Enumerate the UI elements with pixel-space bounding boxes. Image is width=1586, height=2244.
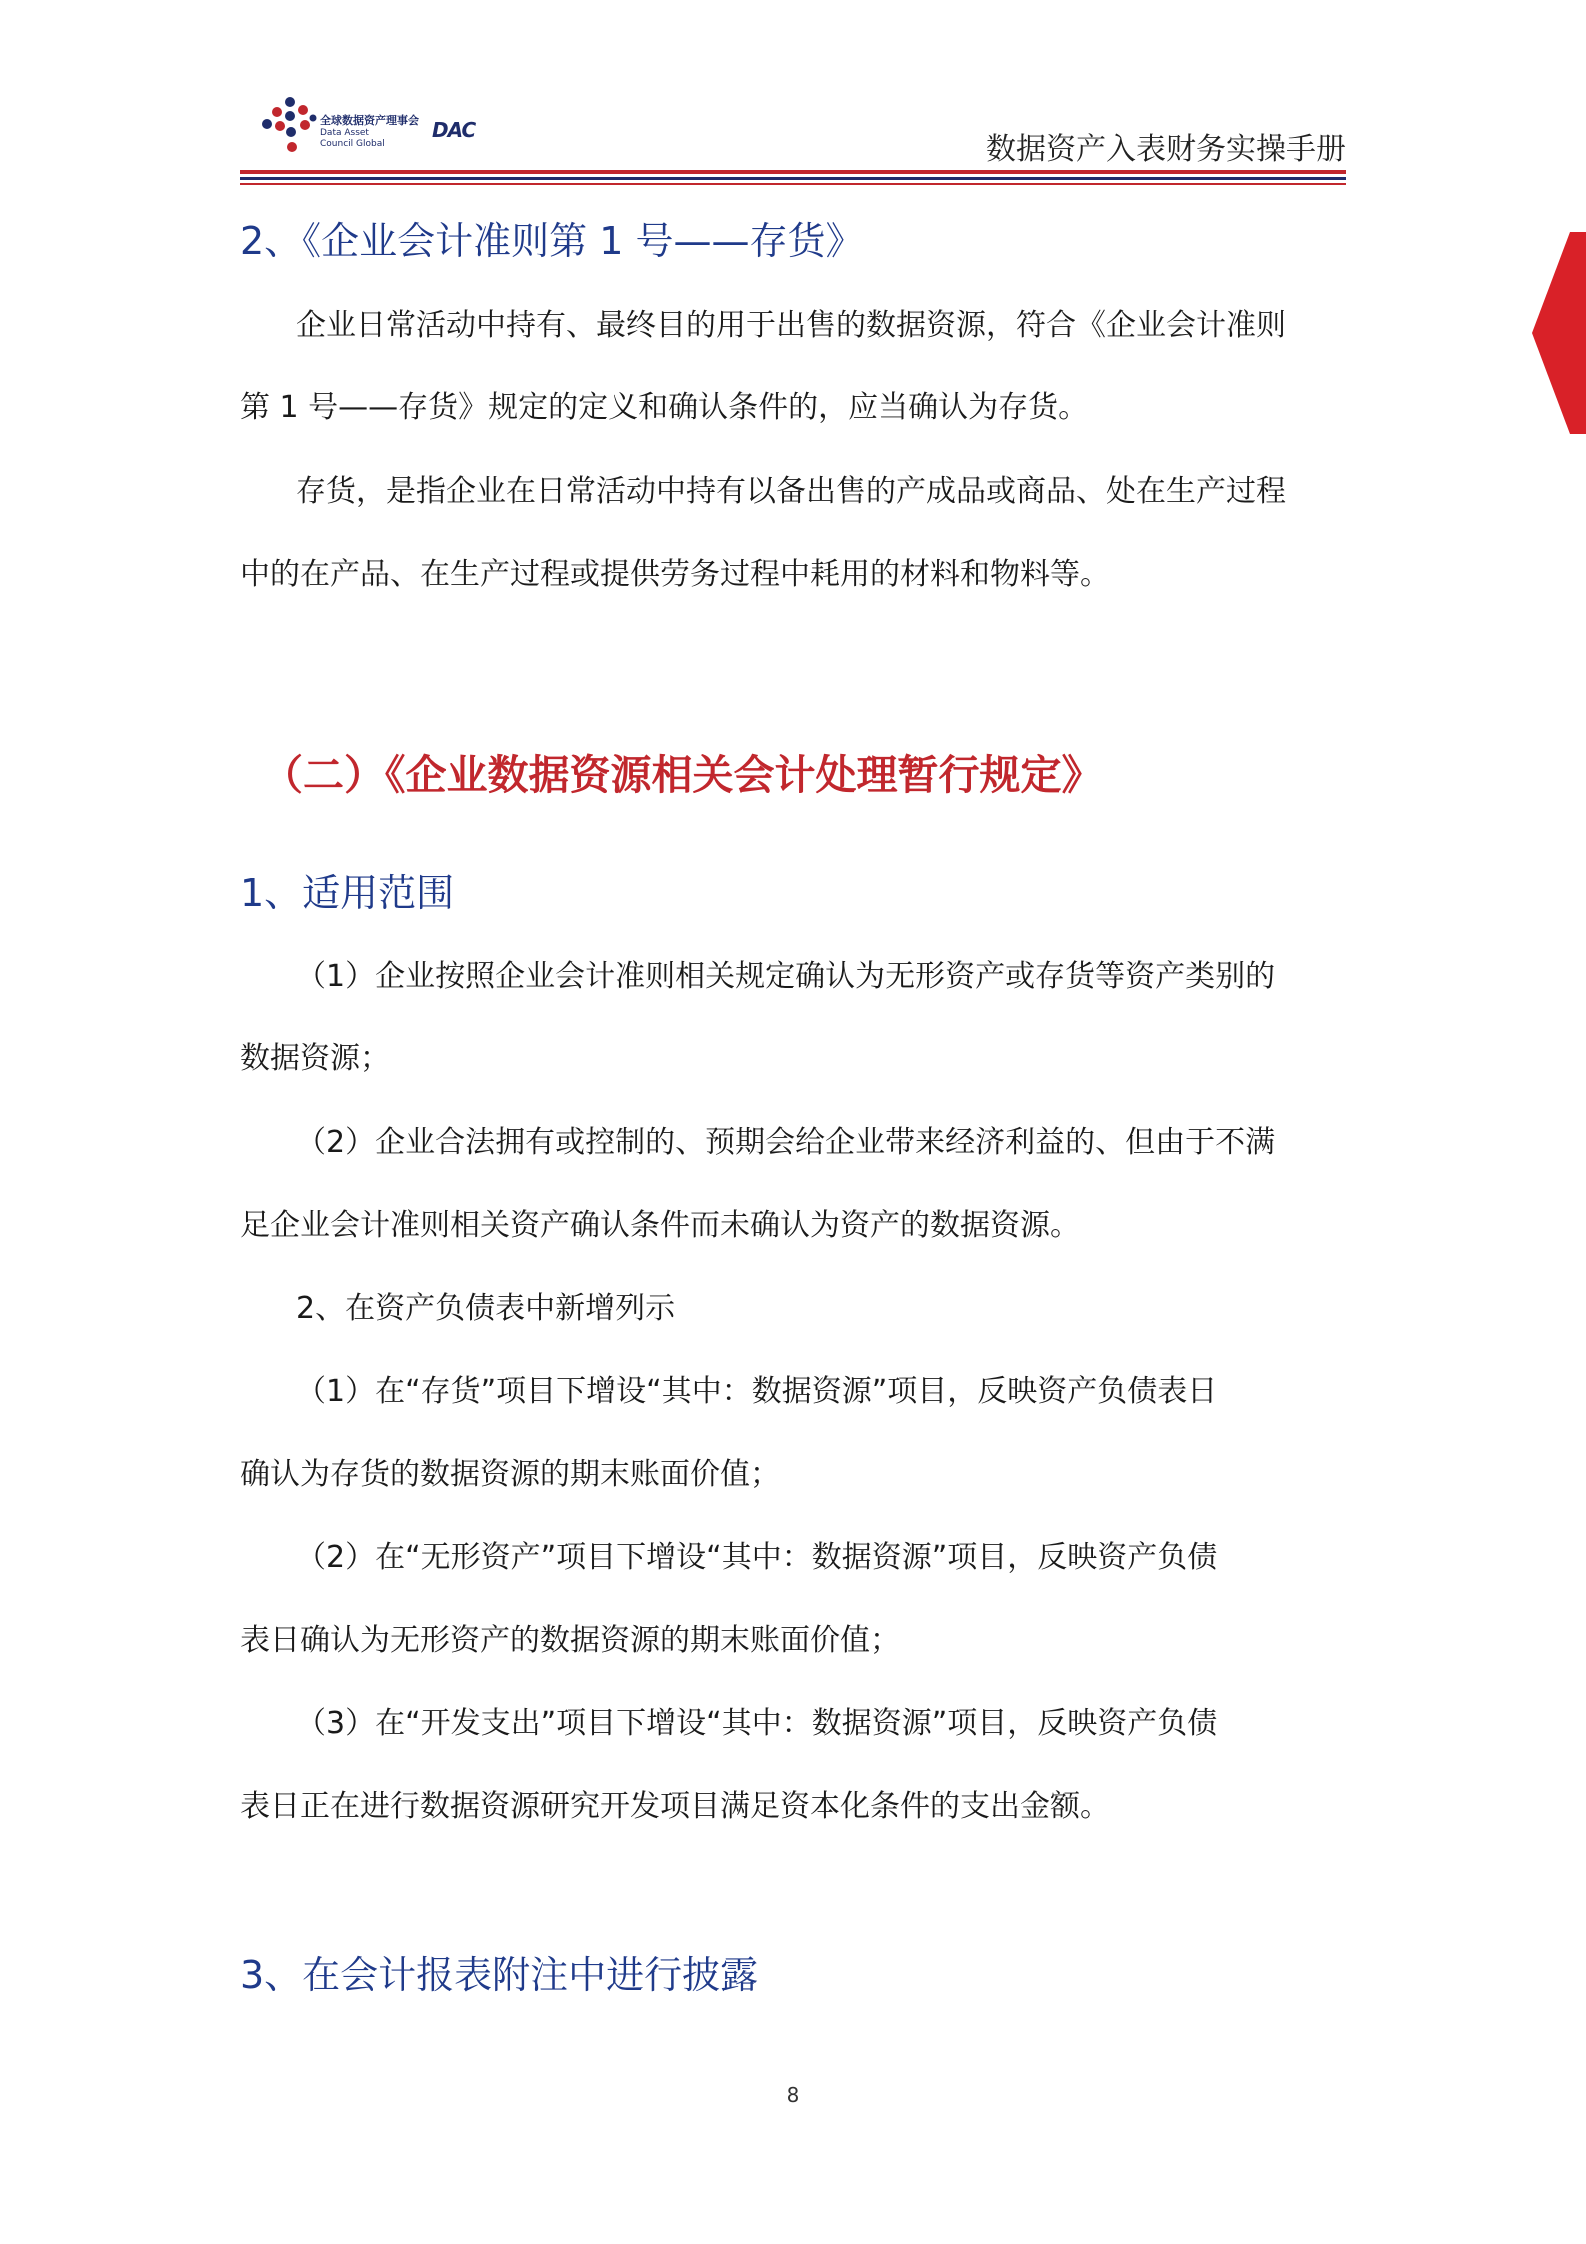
paragraph-line: 中的在产品、在生产过程或提供劳务过程中耗用的材料和物料等。 — [240, 557, 1110, 592]
paragraph-line: 第 1 号——存货》规定的定义和确认条件的，应当确认为存货。 — [240, 390, 1089, 425]
paragraph-line: （1）企业按照企业会计准则相关规定确认为无形资产或存货等资产类别的 — [296, 959, 1276, 994]
heading-scope: 1、适用范围 — [240, 871, 455, 915]
paragraph-line: 确认为存货的数据资源的期末账面价值； — [240, 1457, 780, 1492]
header-rule-navy — [240, 177, 1346, 180]
page-number: 8 — [786, 2083, 800, 2107]
heading-disclosure: 3、在会计报表附注中进行披露 — [240, 1953, 759, 1997]
paragraph-line: 存货，是指企业在日常活动中持有以备出售的产成品或商品、处在生产过程 — [296, 474, 1286, 509]
logo-english-name: Data Asset Council Global — [320, 128, 385, 149]
paragraph-line: 数据资源； — [240, 1041, 390, 1076]
header-title: 数据资产入表财务实操手册 — [986, 132, 1346, 167]
chapter-tab-marker — [1530, 232, 1586, 434]
paragraph-line: 表日正在进行数据资源研究开发项目满足资本化条件的支出金额。 — [240, 1789, 1110, 1824]
heading-inventory-standard: 2、《企业会计准则第 1 号——存货》 — [240, 219, 864, 263]
paragraph-line: 企业日常活动中持有、最终目的用于出售的数据资源，符合《企业会计准则 — [296, 308, 1286, 343]
paragraph-line: （1）在“存货”项目下增设“其中：数据资源”项目，反映资产负债表日 — [296, 1374, 1218, 1409]
section-heading: （二）《企业数据资源相关会计处理暂行规定》 — [262, 751, 1103, 799]
header-rule-red — [240, 170, 1346, 174]
heading-balance-sheet: 2、在资产负债表中新增列示 — [296, 1291, 676, 1326]
paragraph-line: （2）在“无形资产”项目下增设“其中：数据资源”项目，反映资产负债 — [296, 1540, 1218, 1575]
paragraph-line: 表日确认为无形资产的数据资源的期末账面价值； — [240, 1623, 900, 1658]
paragraph-line: （2）企业合法拥有或控制的、预期会给企业带来经济利益的、但由于不满 — [296, 1125, 1276, 1160]
paragraph-line: 足企业会计准则相关资产确认条件而未确认为资产的数据资源。 — [240, 1208, 1080, 1243]
logo-abbreviation: DAC — [432, 118, 476, 142]
logo-chinese-name: 全球数据资产理事会 — [320, 114, 419, 127]
header-rule-red-thin — [240, 183, 1346, 185]
paragraph-line: （3）在“开发支出”项目下增设“其中：数据资源”项目，反映资产负债 — [296, 1706, 1218, 1741]
